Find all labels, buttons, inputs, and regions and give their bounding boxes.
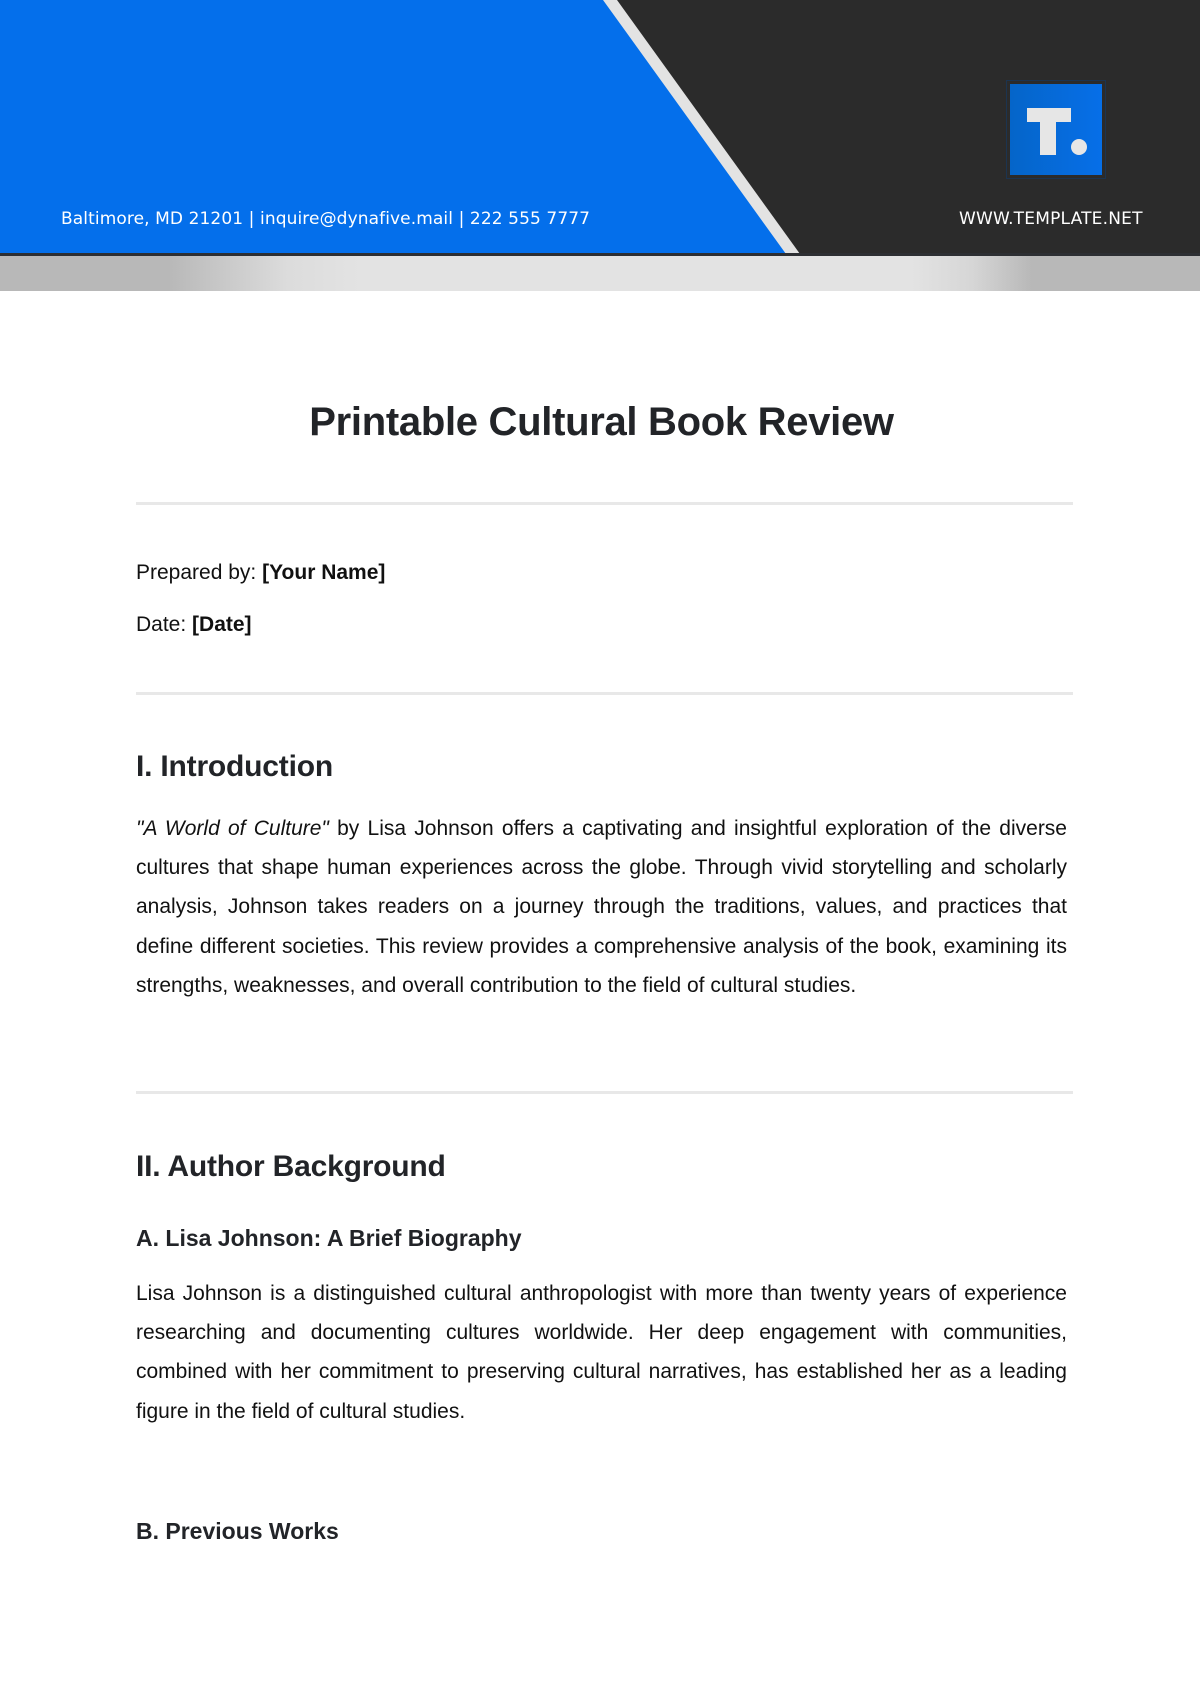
prepared-by-label: Prepared by: (136, 561, 257, 584)
letterhead-header (0, 0, 1200, 256)
logo-t-icon (1010, 84, 1102, 175)
date (136, 613, 252, 637)
subsection-heading-previous-works: B. Previous Works (136, 1518, 339, 1544)
date-label: Date: (136, 613, 187, 636)
prepared-by (136, 561, 385, 585)
divider (136, 502, 1073, 505)
template-logo (1006, 80, 1106, 179)
divider (136, 1091, 1073, 1094)
contact-info: Baltimore, MD 21201 | inquire@dynafive.mail | 222 555 7777 (61, 209, 591, 229)
page-title: Printable Cultural Book Review (309, 400, 894, 444)
divider (136, 692, 1073, 695)
book-title: "A World of Culture" (136, 817, 329, 840)
header-gray-band (0, 256, 1200, 291)
subsection-heading-biography: A. Lisa Johnson: A Brief Biography (136, 1225, 522, 1251)
biography-paragraph: Lisa Johnson is a distinguished cultural anthropologist with more than twenty years of experience researching and documenting cultures worldwide. Her deep engagement with communities, combined with her commitment to preserving cultural narratives, has established her as a leading figure in the field of cultural studies. (136, 1282, 1067, 1423)
section-heading-author-background: II. Author Background (136, 1150, 446, 1183)
section-heading-introduction: I. Introduction (136, 750, 333, 783)
website-link[interactable]: WWW.TEMPLATE.NET (959, 209, 1143, 229)
prepared-by-value: [Your Name] (262, 561, 386, 584)
introduction-paragraph: "A World of Culture" by Lisa Johnson offers a captivating and insightful exploration of the diverse cultures that shape human experiences across the globe. Through vivid storytelling and scholarly analysis, Johnson takes readers on a journey through the traditions, values, and practices that define different societies. This review provides a comprehensive analysis of the book, examining its strengths, weaknesses, and overall contribution to the field of cultural studies. (136, 817, 1067, 997)
date-value: [Date] (192, 613, 252, 636)
